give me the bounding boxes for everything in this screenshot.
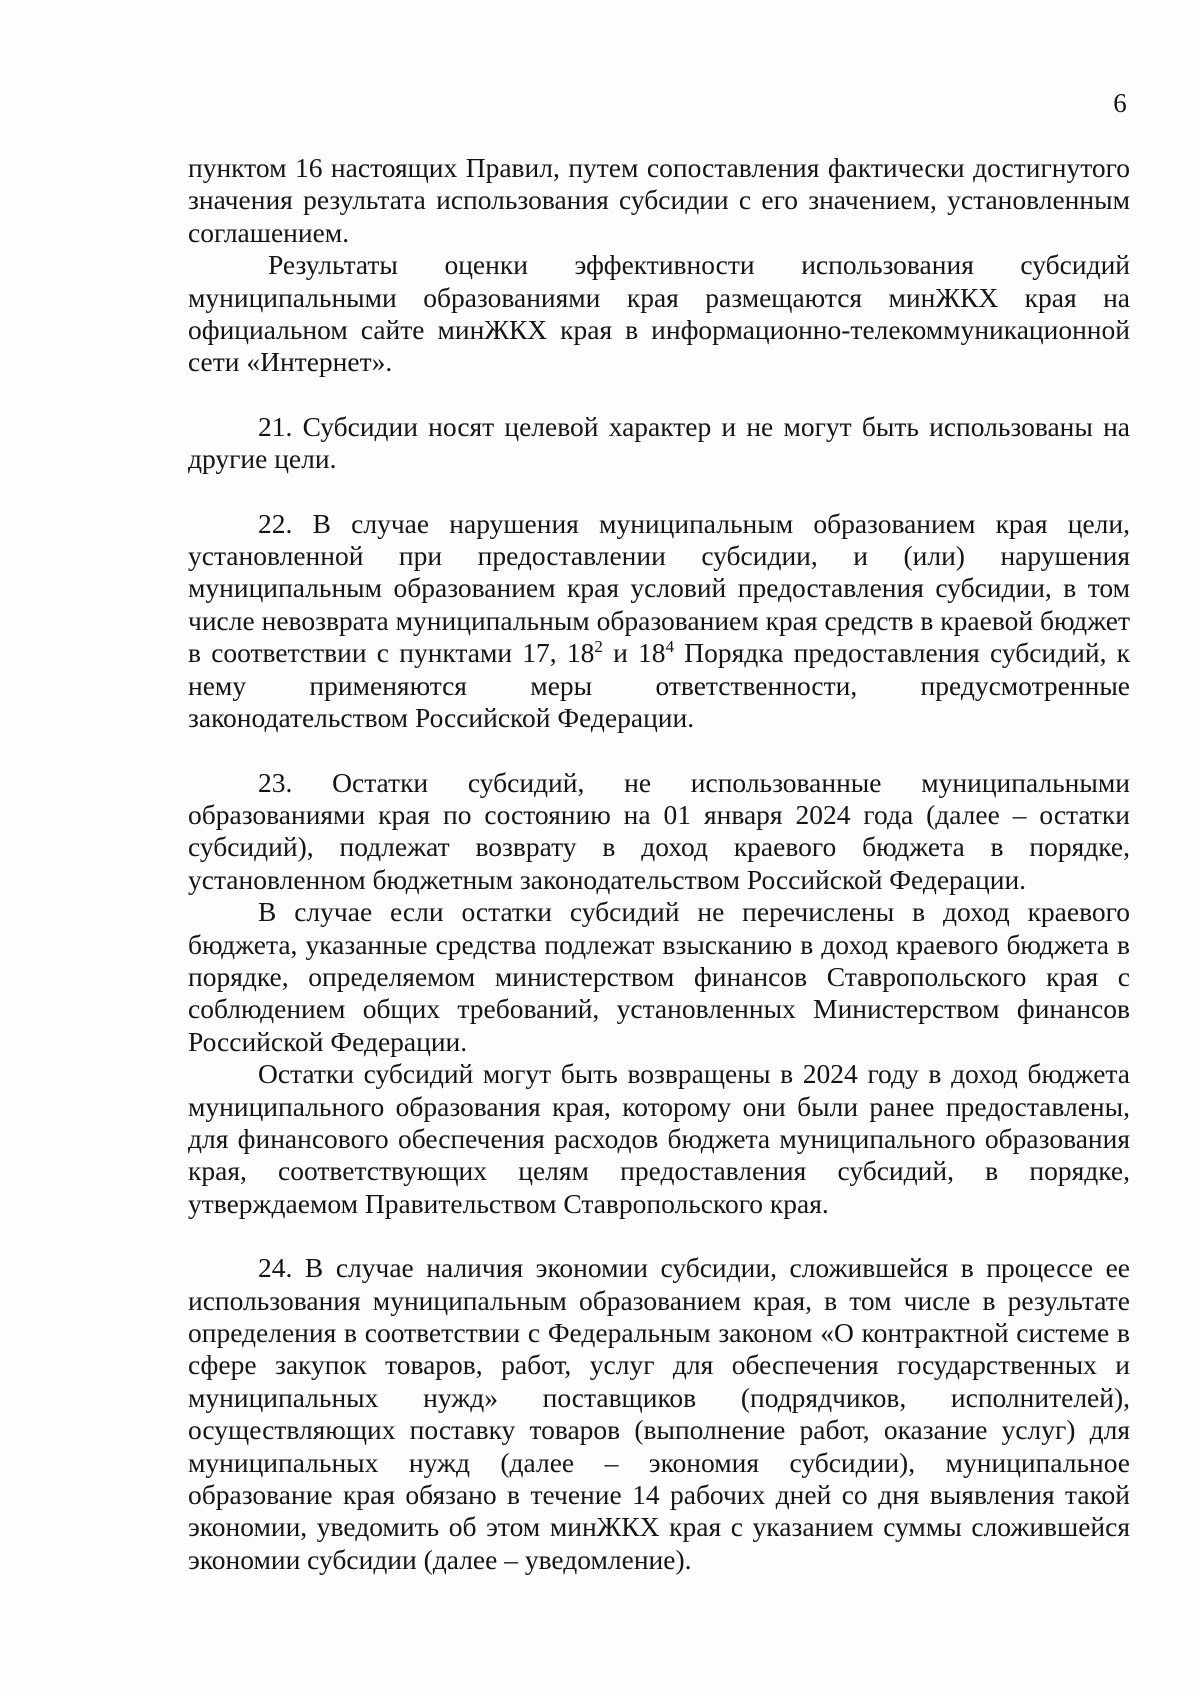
superscript-2: 2: [594, 637, 603, 657]
paragraph-23: 23. Остатки субсидий, не использованные муниципальными образованиями края по состоянию на 01 января 2024 года (далее – остатки субсидий), подлежат возврату в доход краевого бюджета в порядке, установленном бюджетным законодательством Российской Федерации.: [188, 766, 1130, 895]
paragraph-23-return: Остатки субсидий могут быть возвращены в 2024 году в доход бюджета муниципального образования края, которому они были ранее предоставлены, для финансового обеспечения расходов бюджета муниципального образования края, соответствующих целям предоставления субсидий, в порядке, утверждаемом Правительством Ставропольского края.: [188, 1058, 1130, 1219]
paragraph-24: 24. В случае наличия экономии субсидии, сложившейся в процессе ее использования муниципальным образованием края, в том числе в результате определения в соответствии с Федеральным законом «О контрактной системе в сфере закупок товаров, работ, услуг для обеспечения государственных и муниципальных нужд» поставщиков (подрядчиков, исполнителей), осуществляющих поставку товаров (выполнение работ, оказание услуг) для муниципальных нужд (далее – экономия субсидии), муниципальное образование края обязано в течение 14 рабочих дней со дня выявления такой экономии, уведомить об этом минЖКХ края с указанием суммы сложившейся экономии субсидии (далее – уведомление).: [188, 1252, 1130, 1575]
paragraph-gap: [188, 1220, 1130, 1252]
document-body: [188, 152, 1130, 1576]
paragraph-22-text-3: Порядка предоставления субсидий, к нему применяются меры ответственности, предусмотренные законодательством Российской Федерации.: [188, 637, 1131, 734]
paragraph-23-collection: В случае если остатки субсидий не перечислены в доход краевого бюджета, указанные средства подлежат взысканию в доход краевого бюджета в порядке, определяемом министерством финансов Ставропольского края с соблюдением общих требований, установленных Министерством финансов Российской Федерации.: [188, 896, 1130, 1057]
superscript-4: 4: [665, 637, 675, 657]
paragraph-22-text-2: и 18: [602, 637, 666, 669]
paragraph-22-text-1: 22. В случае нарушения муниципальным образованием края цели, установленной при предоставлении субсидии, и (или) нарушения муниципальным образованием края условий предоставления субсидии, в том числе невозврата муниципальным образованием края средств в краевой бюджет в соответствии с пунктами 17, 18: [188, 507, 1130, 669]
paragraph-results: Результаты оценки эффективности использования субсидий муниципальными образованиями края размещаются минЖКХ края на официальном сайте минЖКХ края в информационно-телекоммуникационной сети «Интернет».: [188, 249, 1130, 378]
paragraph-gap: [188, 735, 1130, 767]
paragraph-21: 21. Субсидии носят целевой характер и не могут быть использованы на другие цели.: [188, 410, 1130, 475]
paragraph-continuation: пунктом 16 настоящих Правил, путем сопоставления фактически достигнутого значения результата использования субсидии с его значением, установленным соглашением.: [188, 152, 1130, 248]
paragraph-22: [188, 508, 1130, 735]
paragraph-gap: [188, 476, 1130, 508]
paragraph-gap: [188, 379, 1130, 411]
page-number: 6: [1113, 88, 1127, 118]
